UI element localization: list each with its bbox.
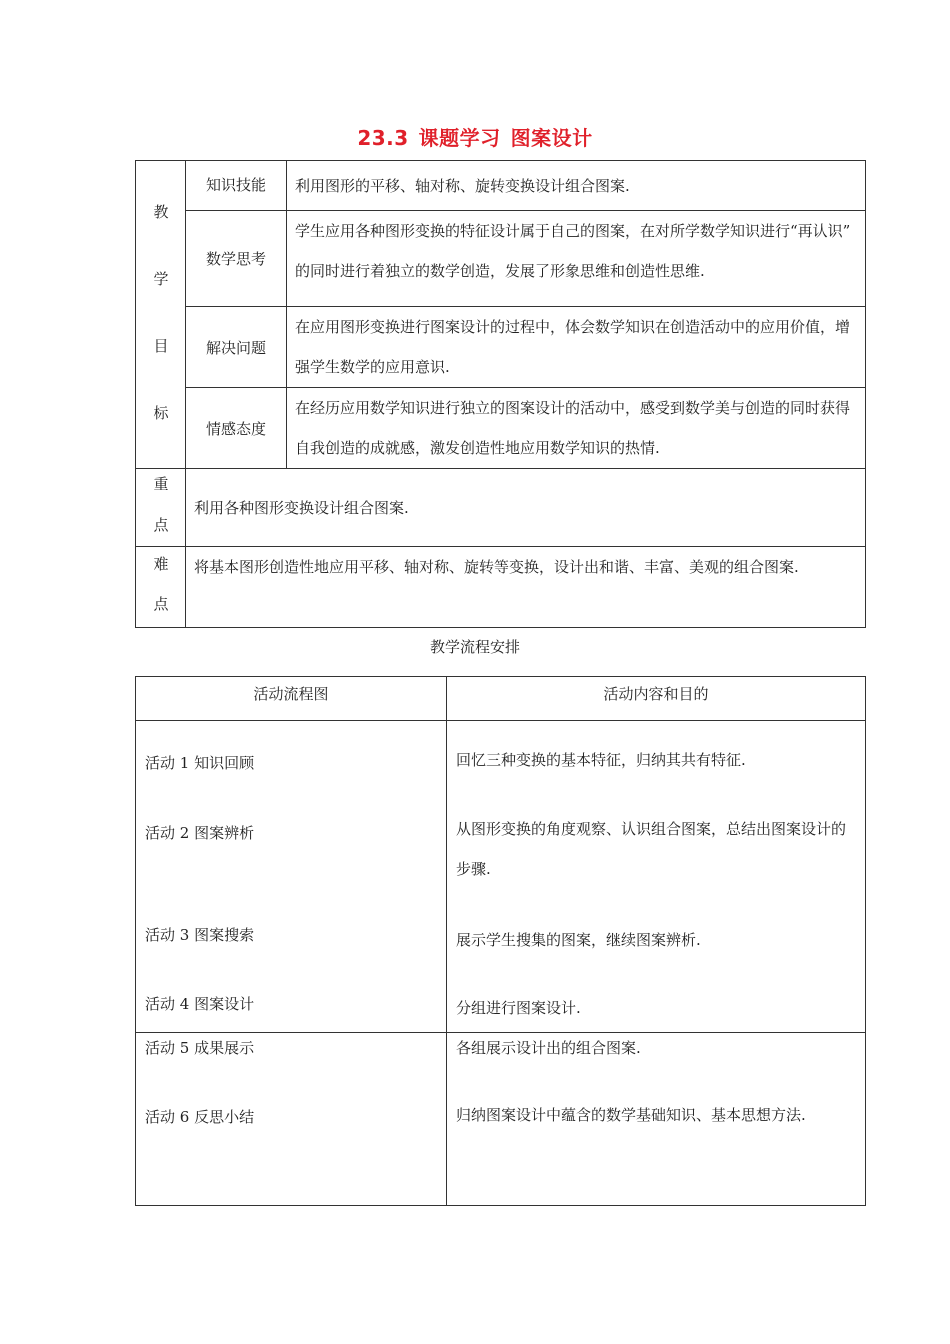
- objectives-char-4: 标: [153, 404, 169, 422]
- objective-label: 情感态度: [186, 388, 287, 469]
- flow-col-header-right: 活动内容和目的: [447, 677, 866, 721]
- objectives-char-1: 教: [153, 203, 169, 221]
- document-title: [0, 122, 950, 151]
- title-topic: 图案设计: [510, 126, 593, 150]
- activity-purpose: 从图形变换的角度观察、认识组合图案，总结出图案设计的步骤.: [456, 820, 847, 878]
- activity-purpose: 展示学生搜集的图案，继续图案辨析.: [456, 931, 701, 949]
- difficulty-header: [136, 547, 186, 628]
- activity-name: 活动 6 反思小结: [145, 1108, 255, 1126]
- activity-purpose: 归纳图案设计中蕴含的数学基础知识、基本思想方法.: [456, 1106, 806, 1124]
- key-point-header: [136, 469, 186, 547]
- objectives-row-header: [136, 161, 186, 469]
- activity-purpose: 回忆三种变换的基本特征，归纳其共有特征.: [456, 751, 746, 769]
- key-point-char-2: 点: [153, 516, 169, 534]
- flow-heading: 教学流程安排: [429, 638, 520, 656]
- difficulty-text: 将基本图形创造性地应用平移、轴对称、旋转等变换，设计出和谐、丰富、美观的组合图案.: [186, 547, 866, 628]
- activity-name: 活动 2 图案辨析: [145, 824, 255, 842]
- key-point-text: 利用各种图形变换设计组合图案.: [186, 469, 866, 547]
- activity-name: 活动 3 图案搜索: [145, 926, 255, 944]
- objective-label: 数学思考: [186, 211, 287, 307]
- flow-purposes-cell-1: [447, 721, 866, 1033]
- activity-name: 活动 4 图案设计: [145, 995, 255, 1013]
- difficulty-char-2: 点: [153, 595, 169, 613]
- objective-text: 在应用图形变换进行图案设计的过程中，体会数学知识在创造活动中的应用价值，增强学生数学的应用意识.: [287, 307, 866, 388]
- title-name: 课题学习: [418, 126, 501, 150]
- key-point-char-1: 重: [153, 475, 169, 493]
- objective-text: 在经历应用数学知识进行独立的图案设计的活动中，感受到数学美与创造的同时获得自我创造的成就感，激发创造性地应用数学知识的热情.: [287, 388, 866, 469]
- activity-purpose: 各组展示设计出的组合图案.: [456, 1039, 641, 1057]
- difficulty-char-1: 难: [153, 555, 169, 573]
- flow-table: [135, 676, 866, 1206]
- objective-label: 知识技能: [186, 161, 287, 211]
- title-number: 23.3: [357, 126, 409, 150]
- objective-text: 利用图形的平移、轴对称、旋转变换设计组合图案.: [287, 161, 866, 211]
- objectives-table: [135, 160, 866, 628]
- flow-activities-cell-2: [136, 1033, 447, 1206]
- activity-name: 活动 5 成果展示: [145, 1039, 255, 1057]
- activity-name: 活动 1 知识回顾: [145, 754, 255, 772]
- activity-purpose: 分组进行图案设计.: [456, 999, 581, 1017]
- flow-col-header-left: 活动流程图: [136, 677, 447, 721]
- objectives-char-2: 学: [153, 270, 169, 288]
- flow-activities-cell-1: [136, 721, 447, 1033]
- objectives-char-3: 目: [153, 337, 169, 355]
- objective-text: 学生应用各种图形变换的特征设计属于自己的图案，在对所学数学知识进行“再认识” 的同时进行着独立的数学创造，发展了形象思维和创造性思维.: [287, 211, 866, 307]
- objective-label: 解决问题: [186, 307, 287, 388]
- flow-purposes-cell-2: [447, 1033, 866, 1206]
